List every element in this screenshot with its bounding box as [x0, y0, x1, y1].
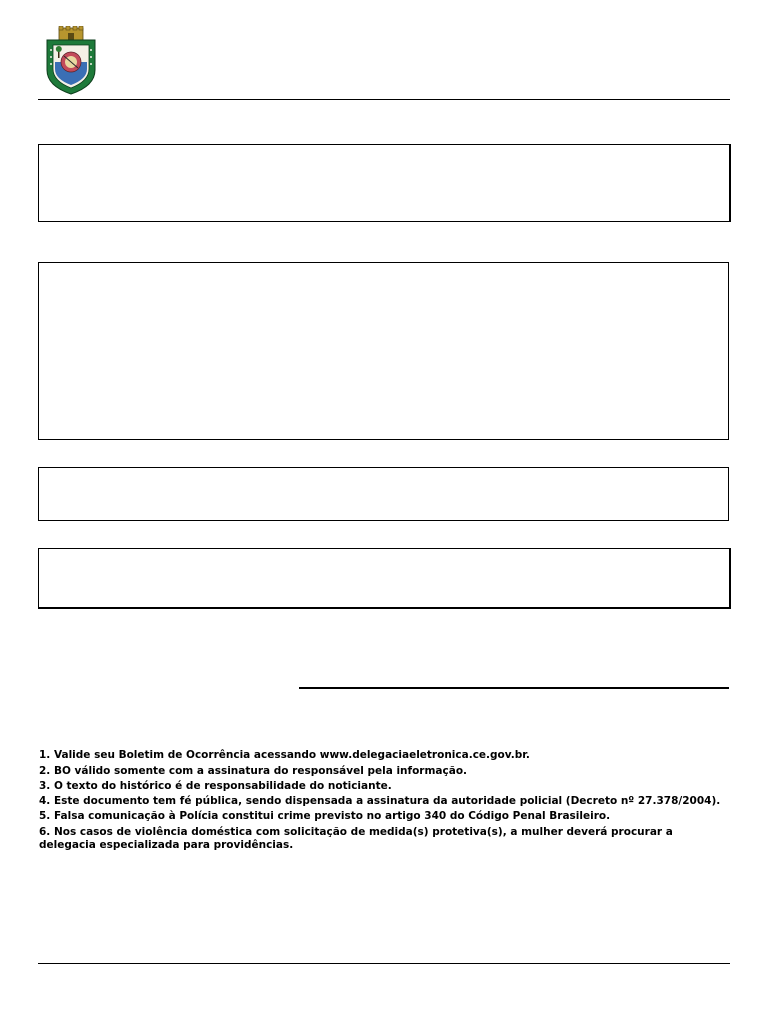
note-1: 1. Valide seu Boletim de Ocorrência acessando www.delegaciaeletronica.ce.gov.br. — [39, 749, 530, 761]
header-divider — [38, 99, 730, 100]
form-section-box-1 — [38, 144, 731, 222]
note-2: 2. BO válido somente com a assinatura do responsável pela informação. — [39, 765, 468, 777]
form-section-box-2 — [38, 262, 729, 440]
signature-line — [299, 687, 729, 689]
note-3: 3. O texto do histórico é de responsabilidade do noticiante. — [39, 780, 392, 792]
note-4: 4. Este documento tem fé pública, sendo dispensada a assinatura da autoridade policial (Decreto nº 27.378/2004). — [39, 795, 721, 807]
footer-divider — [38, 963, 730, 964]
note-5: 5. Falsa comunicação à Polícia constitui crime previsto no artigo 340 do Código Penal Brasileiro. — [39, 810, 611, 822]
state-coat-of-arms-icon — [44, 26, 98, 96]
note-6: 6. Nos casos de violência doméstica com solicitação de medida(s) protetiva(s), a mulher deverá procurar a delegacia especializada para providências. — [39, 826, 673, 851]
form-section-box-4 — [38, 548, 731, 609]
form-section-box-3 — [38, 467, 729, 521]
